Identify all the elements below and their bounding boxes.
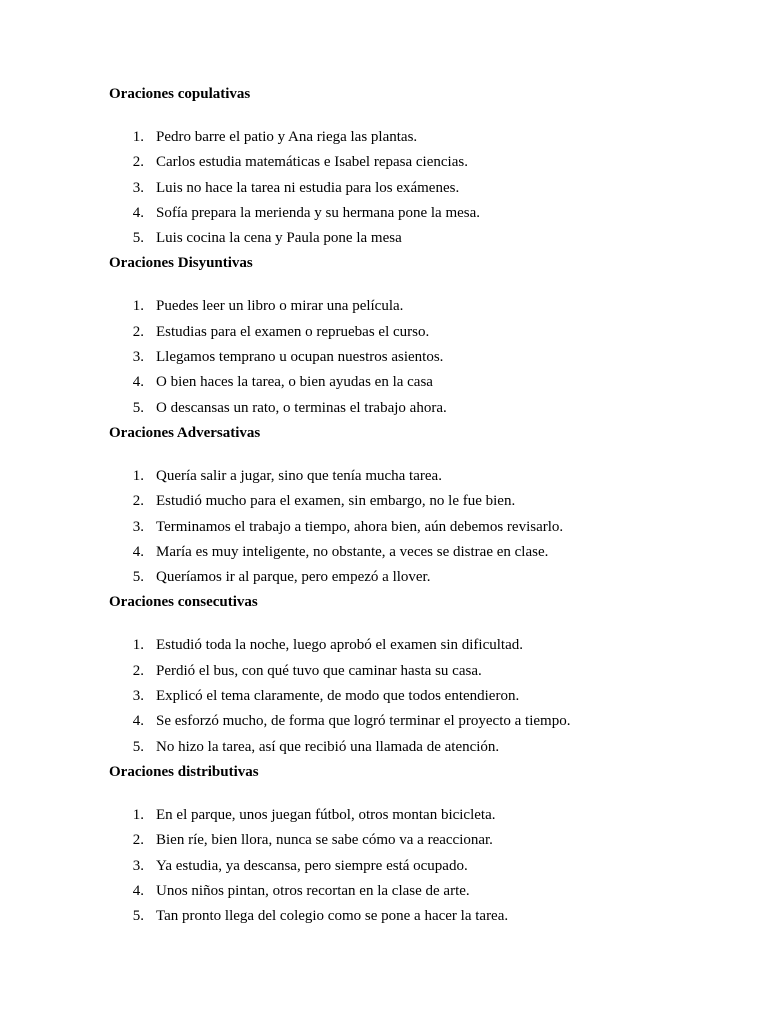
section-title: Oraciones consecutivas	[109, 594, 258, 611]
list-item	[109, 567, 709, 592]
item-number: 2.	[132, 662, 144, 679]
list-item	[109, 711, 709, 736]
item-text: Queríamos ir al parque, pero empezó a llover.	[156, 569, 431, 586]
item-number: 4.	[132, 543, 144, 560]
list-item	[109, 178, 709, 203]
item-text: Sofía prepara la merienda y su hermana pone la mesa.	[156, 204, 481, 221]
item-text: Terminamos el trabajo a tiempo, ahora bien, aún debemos revisarlo.	[156, 518, 564, 535]
section-adversativas	[109, 423, 709, 592]
list-item	[109, 635, 709, 660]
list-item	[109, 127, 709, 152]
section-disyuntivas	[109, 253, 709, 422]
item-number: 5.	[132, 738, 144, 755]
section-copulativas	[109, 84, 709, 253]
item-text: Explicó el tema claramente, de modo que todos entendieron.	[156, 688, 520, 705]
item-text: Tan pronto llega del colegio como se pone a hacer la tarea.	[156, 908, 509, 925]
item-number: 2.	[132, 323, 144, 340]
item-text: Unos niños pintan, otros recortan en la clase de arte.	[156, 882, 470, 899]
list-item	[109, 830, 709, 855]
section-title: Oraciones copulativas	[109, 86, 251, 102]
sentence-list	[109, 466, 709, 592]
item-number: 1.	[132, 637, 144, 654]
sentence-list	[109, 805, 709, 931]
sentence-list	[109, 127, 709, 253]
section-title: Oraciones Disyuntivas	[109, 255, 253, 272]
item-number: 5.	[132, 399, 144, 416]
item-text: Estudias para el examen o repruebas el curso.	[156, 323, 430, 340]
item-text: O bien haces la tarea, o bien ayudas en la casa	[156, 374, 433, 391]
item-number: 1.	[132, 806, 144, 823]
item-text: Estudió toda la noche, luego aprobó el examen sin dificultad.	[156, 637, 523, 654]
item-text: Luis cocina la cena y Paula pone la mesa	[156, 230, 402, 247]
item-number: 5.	[132, 569, 144, 586]
item-number: 3.	[132, 857, 144, 874]
item-number: 3.	[132, 349, 144, 366]
item-text: Puedes leer un libro o mirar una película.	[156, 298, 404, 315]
list-item	[109, 805, 709, 830]
item-number: 3.	[132, 179, 144, 196]
section-title: Oraciones Adversativas	[109, 424, 261, 441]
item-number: 3.	[132, 518, 144, 535]
item-text: Luis no hace la tarea ni estudia para los exámenes.	[156, 179, 460, 196]
section-distributivas	[109, 762, 709, 931]
list-item	[109, 661, 709, 686]
item-number: 4.	[132, 204, 144, 221]
item-text: Llegamos temprano u ocupan nuestros asientos.	[156, 349, 444, 366]
item-number: 4.	[132, 882, 144, 899]
item-text: Se esforzó mucho, de forma que logró terminar el proyecto a tiempo.	[156, 713, 571, 730]
item-number: 1.	[132, 298, 144, 315]
sentence-list	[109, 296, 709, 422]
item-text: Estudió mucho para el examen, sin embargo, no le fue bien.	[156, 493, 516, 510]
item-text: Ya estudia, ya descansa, pero siempre está ocupado.	[156, 857, 468, 874]
list-item	[109, 203, 709, 228]
item-text: Pedro barre el patio y Ana riega las plantas.	[156, 129, 418, 145]
item-text: Quería salir a jugar, sino que tenía mucha tarea.	[156, 467, 442, 484]
list-item	[109, 737, 709, 762]
item-number: 5.	[132, 230, 144, 247]
item-text: En el parque, unos juegan fútbol, otros montan bicicleta.	[156, 806, 496, 823]
item-text: María es muy inteligente, no obstante, a veces se distrae en clase.	[156, 543, 549, 560]
item-number: 2.	[132, 154, 144, 171]
list-item	[109, 686, 709, 711]
list-item	[109, 296, 709, 321]
item-number: 3.	[132, 688, 144, 705]
list-item	[109, 491, 709, 516]
item-text: Carlos estudia matemáticas e Isabel repasa ciencias.	[156, 154, 468, 171]
item-text: Perdió el bus, con qué tuvo que caminar hasta su casa.	[156, 662, 482, 679]
list-item	[109, 347, 709, 372]
document-page	[109, 84, 709, 931]
list-item	[109, 881, 709, 906]
sentence-list	[109, 635, 709, 761]
list-item	[109, 398, 709, 423]
list-item	[109, 372, 709, 397]
item-number: 1.	[132, 129, 144, 145]
list-item	[109, 152, 709, 177]
item-number: 4.	[132, 713, 144, 730]
list-item	[109, 466, 709, 491]
item-number: 2.	[132, 493, 144, 510]
item-text: O descansas un rato, o terminas el trabajo ahora.	[156, 399, 447, 416]
list-item	[109, 906, 709, 931]
item-number: 4.	[132, 374, 144, 391]
item-text: No hizo la tarea, así que recibió una llamada de atención.	[156, 738, 500, 755]
list-item	[109, 517, 709, 542]
section-title: Oraciones distributivas	[109, 763, 259, 780]
item-number: 5.	[132, 908, 144, 925]
item-text: Bien ríe, bien llora, nunca se sabe cómo va a reaccionar.	[156, 832, 493, 849]
item-number: 2.	[132, 832, 144, 849]
list-item	[109, 322, 709, 347]
list-item	[109, 542, 709, 567]
item-number: 1.	[132, 467, 144, 484]
list-item	[109, 228, 709, 253]
list-item	[109, 856, 709, 881]
section-consecutivas	[109, 592, 709, 761]
